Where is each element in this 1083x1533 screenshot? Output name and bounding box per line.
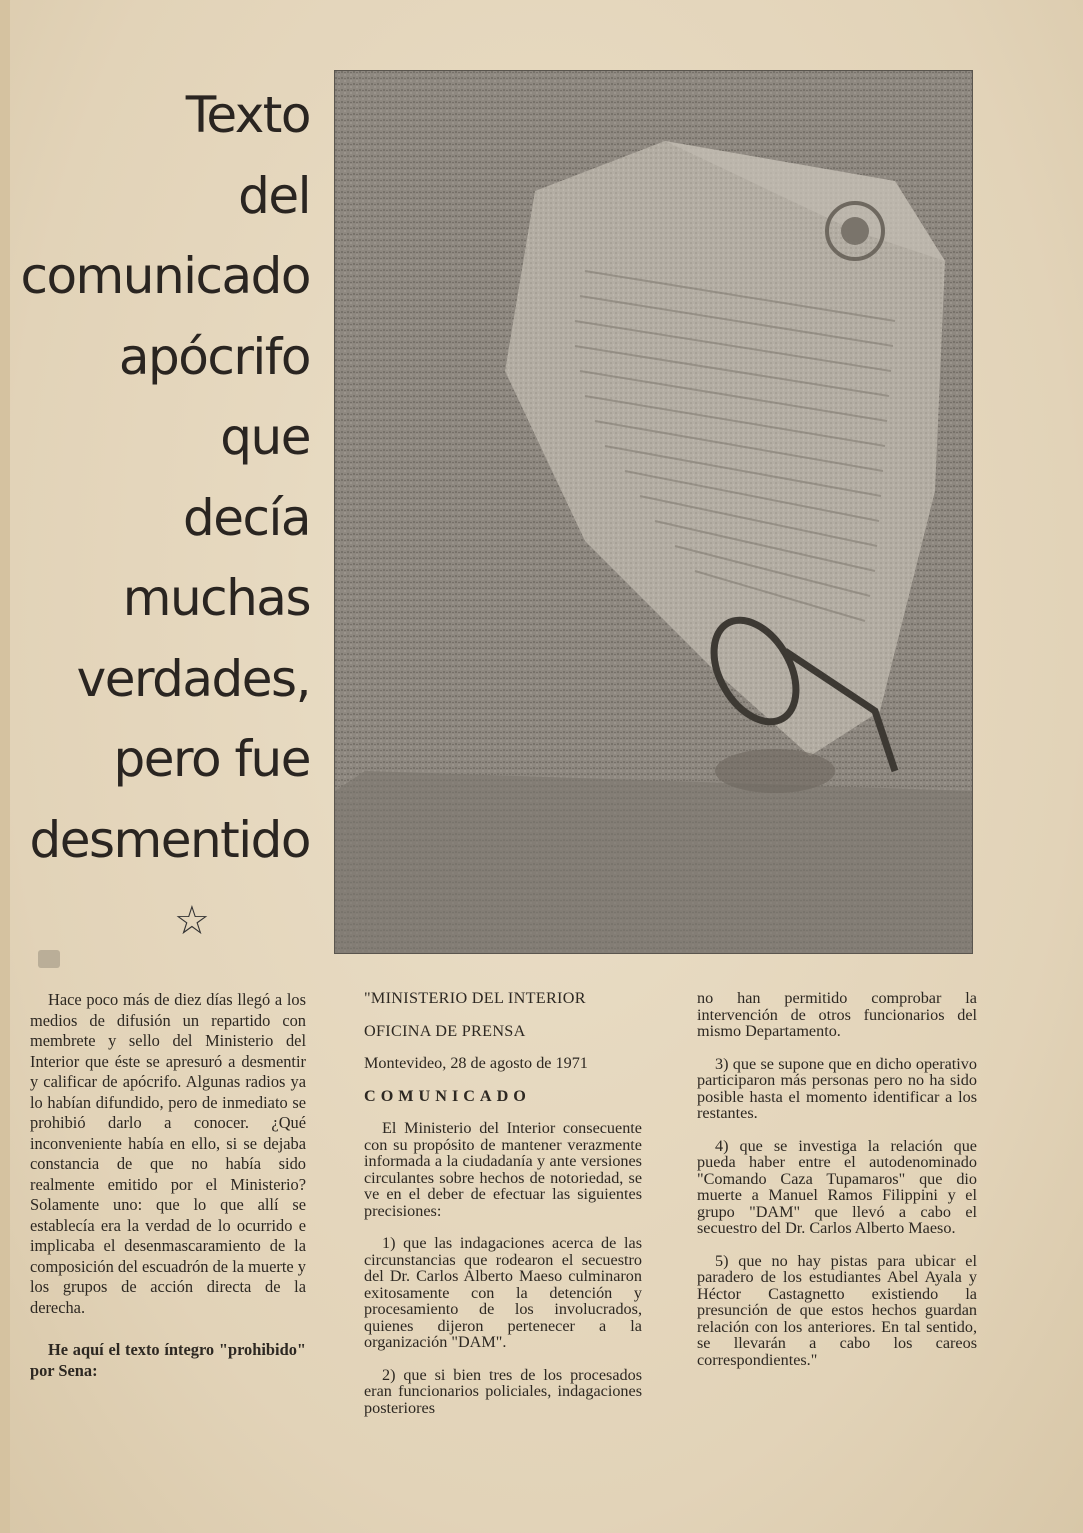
communique-point-1: 1) que las indagaciones acerca de las circunstancias que rodearon el secuestro del Dr. Carlos Alberto Maeso culminaron exitosamente con la detención y procesamiento de los involucrados, quienes dijeron pertenecer a la organización "DAM".	[364, 1234, 642, 1351]
photo-illustration	[335, 71, 972, 953]
communique-point-3: 3) que se supone que en dicho operativo participaron más personas pero no ha sido posible hasta el momento identificar a los restantes.	[697, 1054, 977, 1122]
headline-line: pero fue	[113, 730, 310, 788]
column-intro	[30, 990, 306, 1403]
ministry-header: "MINISTERIO DEL INTERIOR	[364, 989, 586, 1007]
headline	[8, 75, 310, 880]
intro-paragraph: Hace poco más de diez días llegó a los medios de difusión un repartido con membrete y sello del Ministerio del Interior que éste se apresuró a desmentir y calificar de apócrifo. Algunas radios ya lo habían difundido, pero de inmediato se prohibió darlo a conocer. ¿Qué inconveniente había en ello, si se dejaba constancia de que no había sido realmente emitido por el Ministerio? Solamente uno: que lo que allí se establecía era la verdad de lo ocurrido e implicaba el desenmascaramiento de la composición del escuadrón de la muerte y los grupos de acción directa de la derecha.	[30, 990, 306, 1317]
communique-point-2-cont: no han permitido comprobar la intervención de otros funcionarios del mismo Departamento.	[697, 989, 977, 1040]
intro-closing: He aquí el texto íntegro "prohibido" por Sena:	[30, 1340, 306, 1380]
communique-point-5: 5) que no hay pistas para ubicar el paradero de los estudiantes Abel Ayala y Héctor Castagnetto existiendo la presunción de que estos hechos guardan relación con los anteriores. En tal sentido, se llevarán a cabo los careos correspondientes."	[697, 1251, 977, 1369]
column-communique-2	[697, 990, 977, 1384]
headline-line: comunicado	[20, 247, 310, 305]
document-photo	[334, 70, 973, 954]
headline-line: Texto	[185, 86, 310, 144]
headline-line: apócrifo	[118, 327, 310, 386]
communique-point-4: 4) que se investiga la relación que pueda haber entre el autodenominado "Comando Caza Tupamaros" que dio muerte a Manuel Ramos Filippini y el grupo "DAM" que llevó a cabo el secuestro del Dr. Carlos Alberto Maeso.	[697, 1136, 977, 1237]
dateline: Montevideo, 28 de agosto de 1971	[364, 1054, 588, 1072]
press-office-header: OFICINA DE PRENSA	[364, 1021, 526, 1040]
headline-line: verdades,	[76, 649, 310, 708]
headline-line: que	[220, 408, 310, 466]
headline-line: decía	[182, 488, 310, 547]
headline-line: muchas	[122, 569, 310, 627]
headline-line: del	[238, 166, 310, 225]
comunicado-title: COMUNICADO	[364, 1086, 531, 1105]
ink-smudge	[38, 950, 60, 968]
star-icon: ☆	[174, 898, 210, 944]
column-communique-1	[364, 990, 642, 1432]
headline-line: desmentido	[29, 810, 310, 869]
communique-intro: El Ministerio del Interior consecuente con su propósito de mantener verazmente informada a la ciudadanía y ante versiones circulantes sobre hechos de notoriedad, se ve en el deber de efectuar las siguientes precisiones:	[364, 1119, 642, 1220]
communique-point-2: 2) que si bien tres de los procesados eran funcionarios policiales, indagaciones posteriores	[364, 1365, 642, 1417]
